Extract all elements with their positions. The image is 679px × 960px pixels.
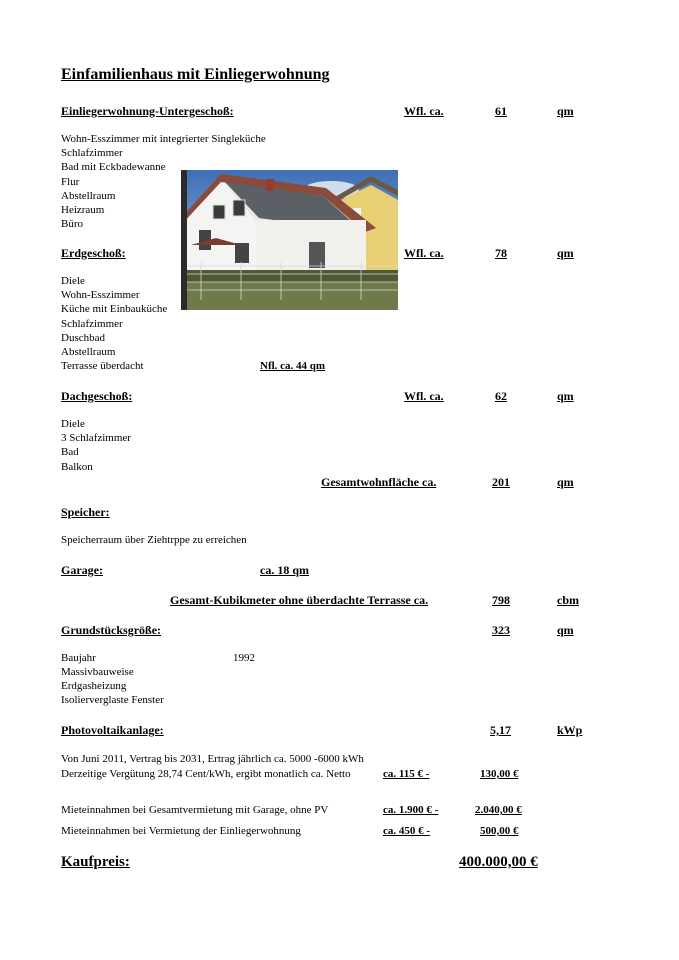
garage-heading: Garage: — [61, 563, 103, 577]
photovoltaik-verguetung-text: Derzeitige Vergütung 28,74 Cent/kWh, ergibt monatlich ca. Netto — [61, 768, 351, 780]
house-photo — [181, 170, 398, 310]
list-item: Massivbauweise — [61, 666, 134, 678]
grundstueck-heading: Grundstücksgröße: — [61, 623, 162, 637]
list-item: Abstellraum — [61, 189, 116, 202]
list-item: Diele — [61, 275, 85, 287]
kubikmeter-unit: cbm — [557, 593, 579, 607]
miete-gesamt-ca: ca. 1.900 € - — [383, 804, 439, 816]
dachgeschoss-heading: Dachgeschoß: — [61, 389, 133, 403]
grundstueck-unit: qm — [557, 623, 574, 637]
kubikmeter-label: Gesamt-Kubikmeter ohne überdachte Terrasse ca. — [170, 593, 429, 607]
list-item: Bad mit Eckbadewanne — [61, 161, 166, 174]
photovoltaik-netto-value: 130,00 € — [480, 768, 519, 780]
list-item: Duschbad — [61, 331, 105, 344]
baujahr-value: 1992 — [233, 652, 255, 664]
grundstueck-value: 323 — [492, 623, 510, 637]
miete-gesamt-value: 2.040,00 € — [475, 804, 522, 816]
list-item: Erdgasheizung — [61, 680, 127, 693]
terrasse-nutzflaeche: Nfl. ca. 44 qm — [260, 360, 326, 372]
list-item: Wohn-Esszimmer mit integrierter Singleküche — [61, 133, 266, 145]
erdgeschoss-heading: Erdgeschoß: — [61, 246, 126, 260]
miete-einlieger-ca: ca. 450 € - — [383, 825, 431, 837]
page-title: Einfamilienhaus mit Einliegerwohnung — [61, 66, 330, 83]
speicher-heading: Speicher: — [61, 505, 110, 519]
miete-einlieger-label: Mieteinnahmen bei Vermietung der Einliegerwohnung — [61, 825, 301, 837]
erdgeschoss-unit: qm — [557, 246, 574, 260]
list-item: Flur — [61, 175, 80, 188]
list-item: Küche mit Einbauküche — [61, 303, 168, 316]
untergeschoss-value: 61 — [495, 104, 507, 118]
list-item: Terrasse überdacht — [61, 360, 144, 373]
list-item: Büro — [61, 218, 83, 231]
miete-einlieger-value: 500,00 € — [480, 825, 519, 837]
dachgeschoss-unit: qm — [557, 389, 574, 403]
list-item: Bad — [61, 446, 79, 459]
erdgeschoss-wfl-label: Wfl. ca. — [404, 246, 444, 260]
list-item: Schlafzimmer — [61, 317, 123, 330]
list-item: Wohn-Esszimmer — [61, 289, 140, 302]
photovoltaik-heading: Photovoltaikanlage: — [61, 723, 164, 737]
dachgeschoss-wfl-label: Wfl. ca. — [404, 389, 444, 403]
list-item: 3 Schlafzimmer — [61, 432, 131, 445]
list-item: Abstellraum — [61, 346, 116, 359]
erdgeschoss-value: 78 — [495, 246, 507, 260]
photovoltaik-unit: kWp — [557, 723, 583, 737]
photovoltaik-ca-value: ca. 115 € - — [383, 768, 430, 780]
kubikmeter-value: 798 — [492, 593, 510, 607]
miete-gesamt-label: Mieteinnahmen bei Gesamtvermietung mit Garage, ohne PV — [61, 804, 329, 816]
baujahr-label: Baujahr — [61, 652, 96, 664]
kaufpreis-value: 400.000,00 € — [459, 854, 538, 870]
erdgeschoss-room-list — [61, 274, 167, 373]
list-item: Balkon — [61, 460, 93, 473]
list-item: Heizraum — [61, 204, 105, 217]
untergeschoss-wfl-label: Wfl. ca. — [404, 104, 444, 118]
photovoltaik-value: 5,17 — [490, 723, 511, 737]
garage-value: ca. 18 qm — [260, 563, 309, 577]
gesamtwohnflaeche-label: Gesamtwohnfläche ca. — [321, 475, 437, 489]
kaufpreis-label: Kaufpreis: — [61, 854, 130, 870]
list-item: Schlafzimmer — [61, 147, 123, 160]
list-item: Isolierverglaste Fenster — [61, 694, 164, 707]
dachgeschoss-room-list — [61, 417, 131, 474]
photovoltaik-vertrag-text: Von Juni 2011, Vertrag bis 2031, Ertrag jährlich ca. 5000 -6000 kWh — [61, 753, 364, 765]
untergeschoss-unit: qm — [557, 104, 574, 118]
speicher-text: Speicherraum über Ziehtrppe zu erreichen — [61, 534, 247, 546]
dachgeschoss-value: 62 — [495, 389, 507, 403]
list-item: Diele — [61, 418, 85, 430]
untergeschoss-heading: Einliegerwohnung-Untergeschoß: — [61, 104, 234, 118]
details-list — [61, 665, 164, 708]
gesamtwohnflaeche-value: 201 — [492, 475, 510, 489]
gesamtwohnflaeche-unit: qm — [557, 475, 574, 489]
